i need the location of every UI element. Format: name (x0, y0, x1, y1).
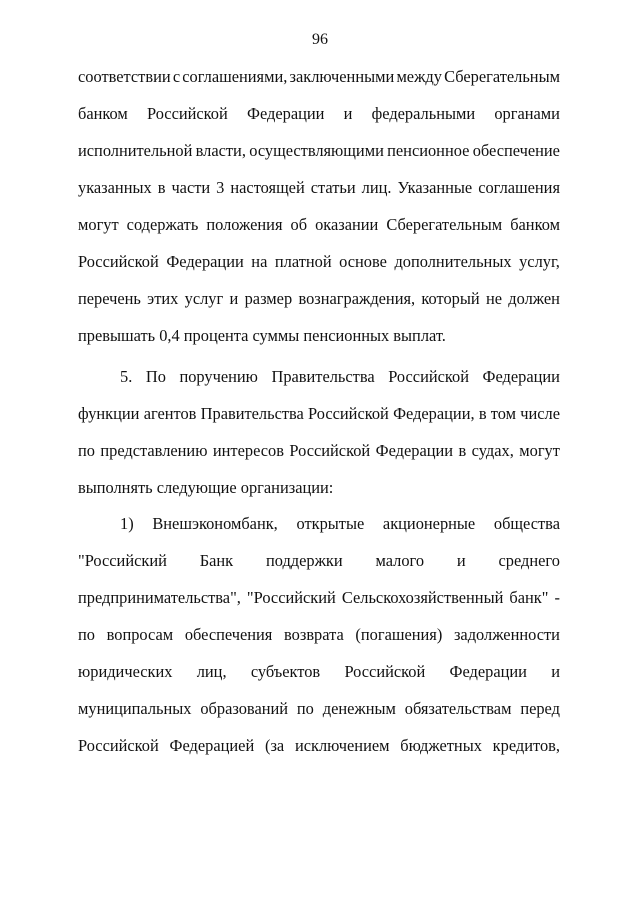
page-number: 96 (312, 31, 328, 48)
word: Российской (344, 662, 426, 681)
word: предпринимательства", (78, 588, 241, 607)
word: оказании (315, 215, 379, 234)
word: 5. (120, 367, 133, 386)
word: Российской (289, 441, 371, 460)
word: власти, (195, 141, 246, 160)
text-line (78, 214, 560, 236)
word: обеспечение (472, 141, 560, 160)
word: могут (78, 215, 119, 234)
word: исключением (294, 736, 390, 755)
word: по (78, 441, 95, 460)
word: и (343, 104, 353, 123)
word: акционерные (382, 514, 476, 533)
word: Банк (199, 551, 234, 570)
word: услуг (184, 289, 224, 308)
word: на (251, 252, 268, 271)
word: заключенными (289, 67, 395, 86)
word: должен (508, 289, 560, 308)
text-line (78, 140, 560, 162)
text-line (78, 325, 560, 347)
word: банком (510, 215, 560, 234)
word: выполнять следующие организации: (78, 478, 334, 497)
word: по (78, 625, 95, 644)
word: Федерации (247, 104, 325, 123)
word: соглашения (478, 178, 560, 197)
word: Сберегательным (386, 215, 503, 234)
text-line (78, 550, 560, 572)
word: федеральными (371, 104, 476, 123)
word: соответствии (78, 67, 171, 86)
word: представлению (100, 441, 208, 460)
text-line (78, 177, 560, 199)
word: в (478, 404, 487, 423)
word: пенсионное (387, 141, 470, 160)
word: муниципальных (78, 699, 192, 718)
word: могут (519, 441, 560, 460)
word: перед (520, 699, 560, 718)
word: функции (78, 404, 140, 423)
word: перечень (78, 289, 141, 308)
word: Правительства (200, 404, 304, 423)
word: (погашения) (355, 625, 443, 644)
text-line (120, 366, 560, 388)
word: судах, (471, 441, 514, 460)
word: том (490, 404, 516, 423)
word: образований (200, 699, 289, 718)
word: указанных (78, 178, 152, 197)
text-line (78, 624, 560, 646)
word: субъектов (250, 662, 321, 681)
word: и (551, 662, 560, 681)
word: статьи (310, 178, 356, 197)
word: Указанные (397, 178, 473, 197)
text-line (78, 661, 560, 683)
text-line (120, 513, 560, 535)
word: в (458, 441, 467, 460)
word: превышать 0,4 процента суммы пенсионных выплат. (78, 326, 446, 345)
word: положения (206, 215, 283, 234)
word: общества (493, 514, 560, 533)
word: исполнительной (78, 141, 193, 160)
word: банком (78, 104, 128, 123)
word: (за (265, 736, 285, 755)
word: "Российский (78, 551, 167, 570)
word: обеспечения (184, 625, 273, 644)
word: интересов (212, 441, 284, 460)
word: не (485, 289, 502, 308)
word: настоящей (230, 178, 305, 197)
word: и (229, 289, 239, 308)
word: который (421, 289, 480, 308)
word: части (171, 178, 211, 197)
word: Федерации (482, 367, 560, 386)
text-line (78, 251, 560, 273)
text-line (78, 66, 560, 88)
text-line (78, 288, 560, 310)
word: дополнительных (394, 252, 512, 271)
word: юридических (78, 662, 173, 681)
word: Российской (308, 404, 389, 423)
word: Российской (78, 252, 159, 271)
word: открытые (296, 514, 365, 533)
word: 3 (216, 178, 225, 197)
word: малого (375, 551, 425, 570)
word: Российской (147, 104, 228, 123)
text-line (78, 103, 560, 125)
word: поддержки (265, 551, 343, 570)
word: Федерации (449, 662, 527, 681)
word: соглашениями, (182, 67, 288, 86)
word: платной (274, 252, 332, 271)
word: задолженности (453, 625, 560, 644)
word: по (296, 699, 314, 718)
word: Федерации, (393, 404, 475, 423)
word: Федерации (166, 252, 244, 271)
text-line (78, 698, 560, 720)
word: Федерации (375, 441, 454, 460)
word: в (157, 178, 166, 197)
text-line (78, 477, 560, 499)
word: Правительства (271, 367, 375, 386)
word: Внешэкономбанк, (152, 514, 278, 533)
word: бюджетных (400, 736, 482, 755)
word: лиц. (361, 178, 392, 197)
word: и (456, 551, 466, 570)
word: банк" (509, 588, 549, 607)
word: кредитов, (492, 736, 560, 755)
text-line (78, 440, 560, 462)
word: об (290, 215, 308, 234)
word: Федерацией (169, 736, 255, 755)
word: агентов (143, 404, 197, 423)
word: содержать (126, 215, 199, 234)
word: Российской (78, 736, 159, 755)
word: между (396, 67, 442, 86)
word: органами (494, 104, 560, 123)
text-line (78, 735, 560, 757)
word: осуществляющими (249, 141, 384, 160)
word: числе (520, 404, 560, 423)
word: основе (339, 252, 387, 271)
text-line (78, 403, 560, 425)
word: поручению (179, 367, 258, 386)
text-line (78, 587, 560, 609)
word: - (554, 588, 560, 607)
word: денежным (322, 699, 396, 718)
word: вознаграждения, (298, 289, 416, 308)
word: 1) (120, 514, 134, 533)
word: Сберегательным (444, 67, 560, 86)
word: размер (244, 289, 293, 308)
word: с (172, 67, 181, 86)
word: По (145, 367, 166, 386)
word: Российской (388, 367, 469, 386)
word: возврата (284, 625, 344, 644)
word: Сельскохозяйственный (341, 588, 504, 607)
word: "Российский (246, 588, 336, 607)
word: лиц, (196, 662, 227, 681)
word: этих (147, 289, 179, 308)
word: услуг, (519, 252, 560, 271)
word: обязательствам (404, 699, 512, 718)
word: вопросам (106, 625, 174, 644)
word: среднего (498, 551, 560, 570)
